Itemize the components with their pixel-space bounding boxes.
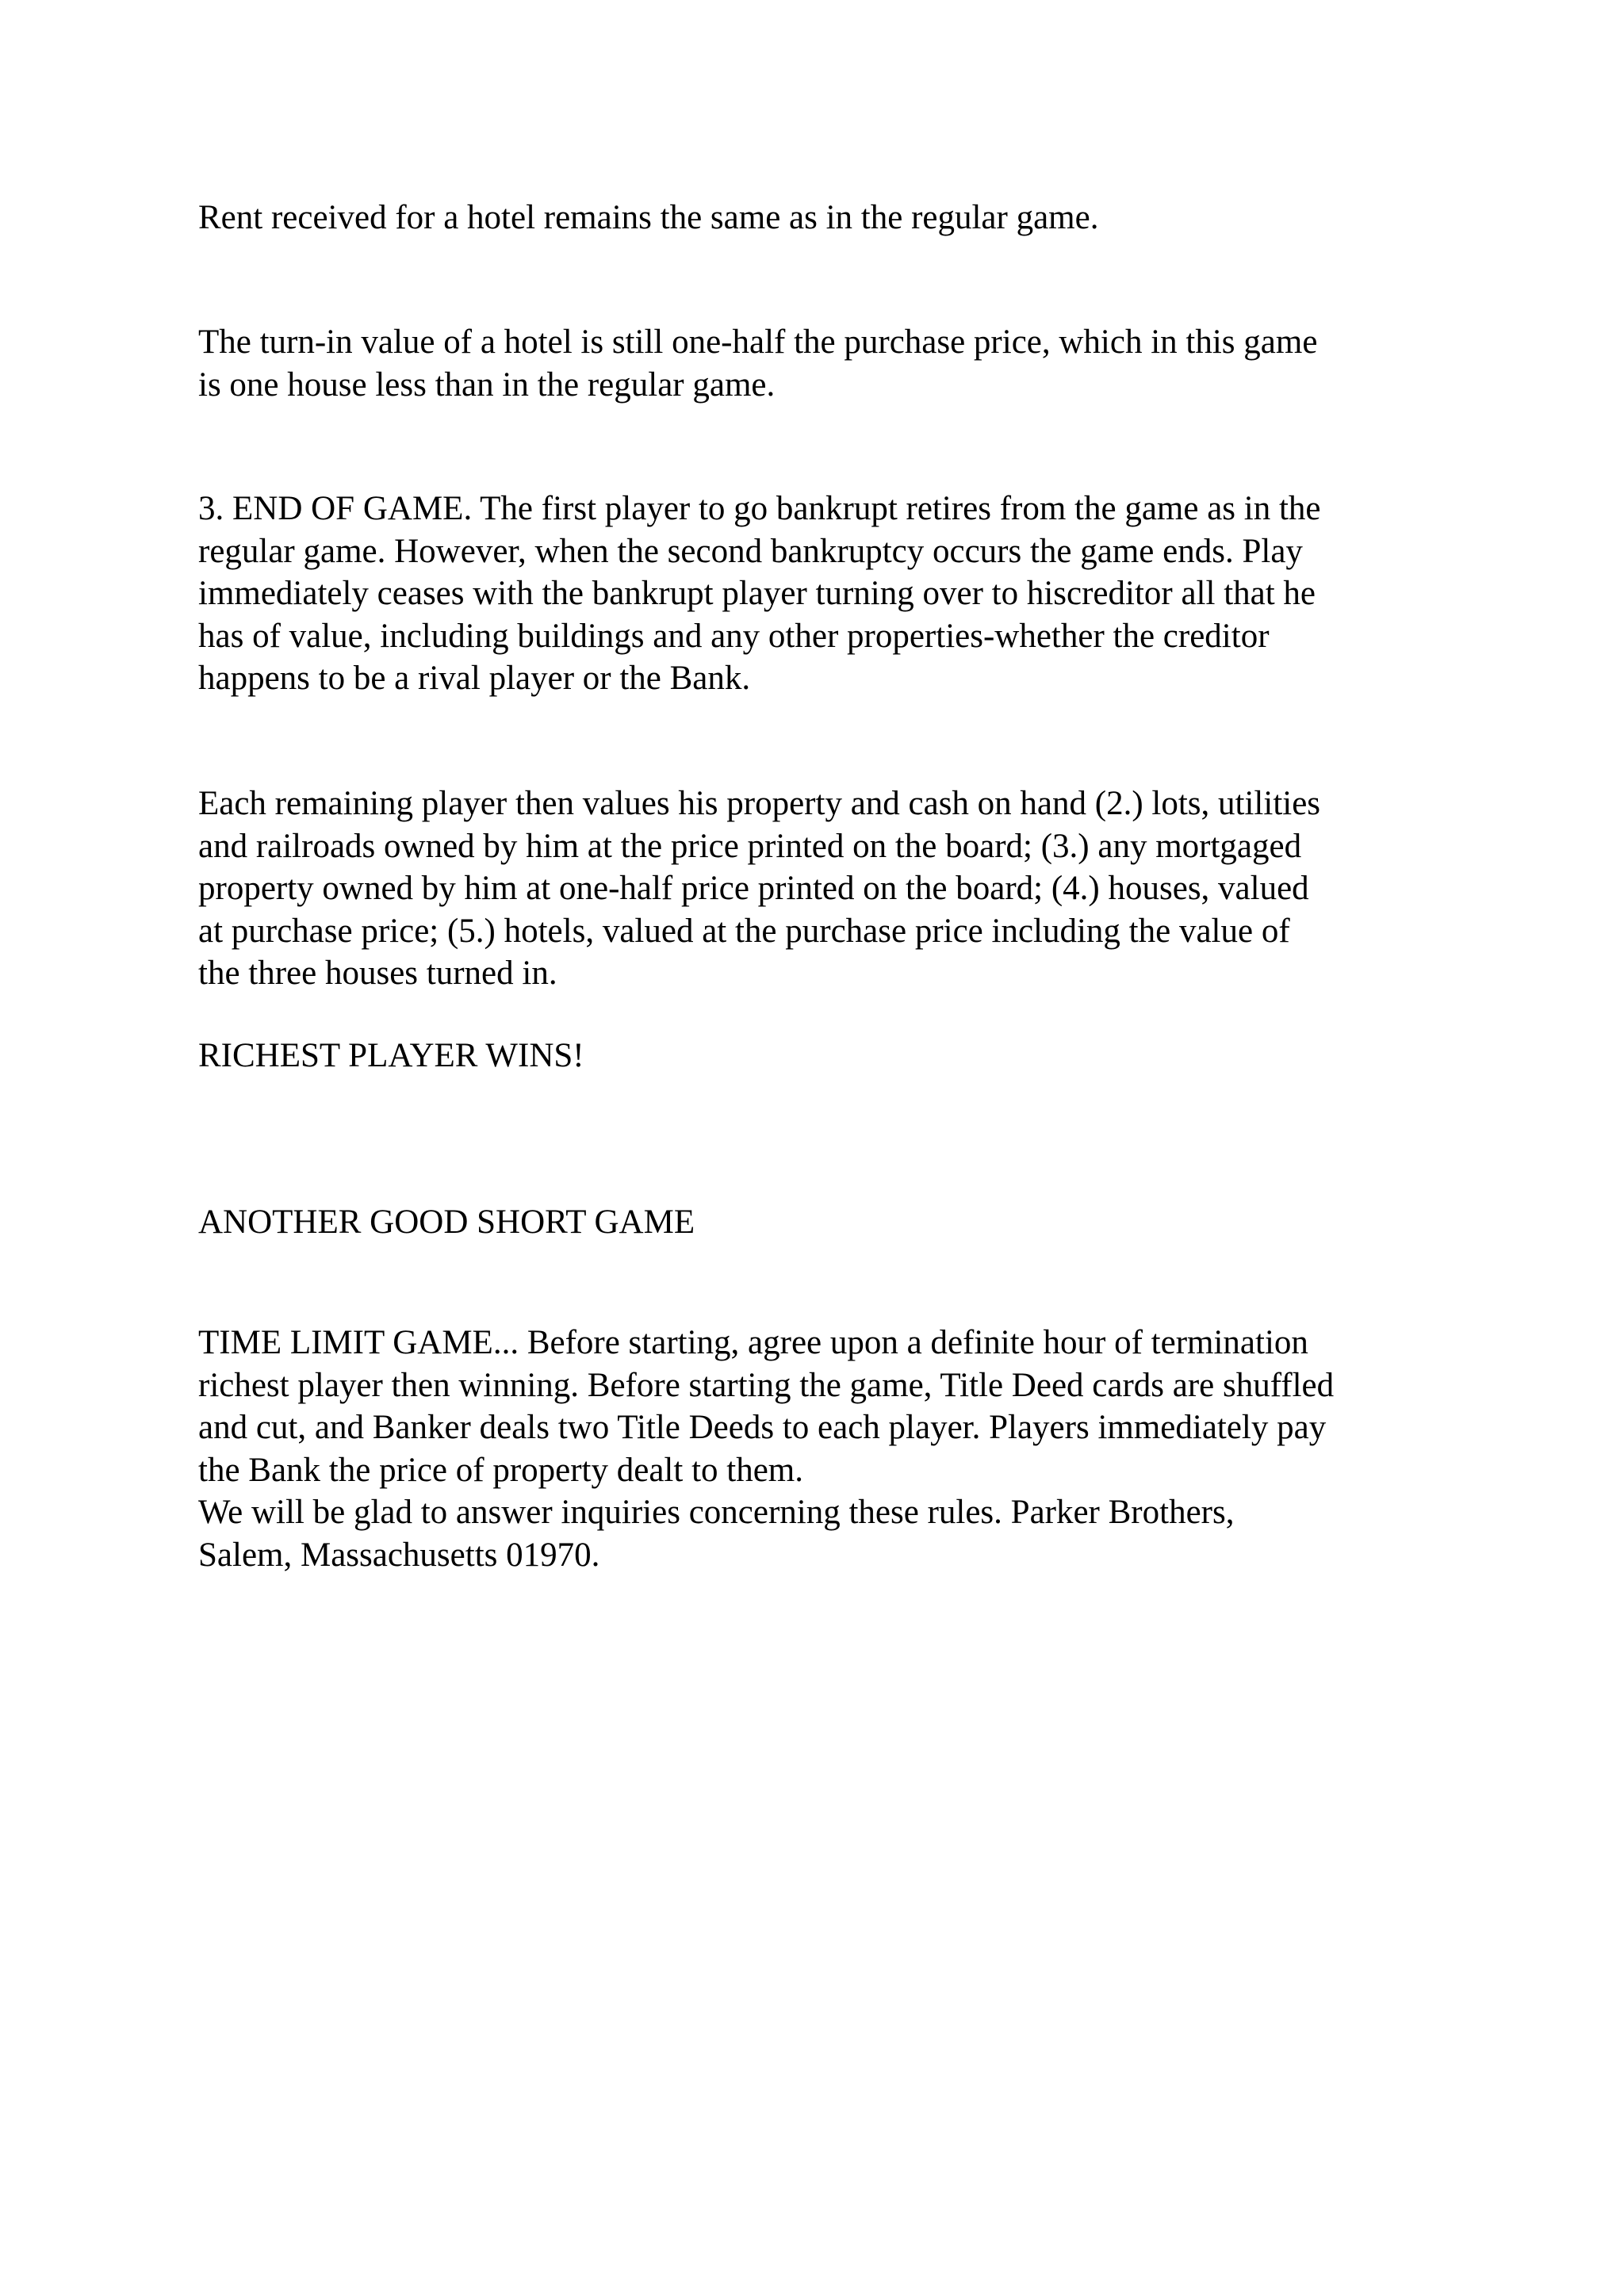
paragraph-hotel-turn-in-value: The turn-in value of a hotel is still one-half the purchase price, which in this game is one house less than in the regular game. <box>198 323 1318 404</box>
paragraph-time-limit-game: TIME LIMIT GAME... Before starting, agree upon a definite hour of termination richest player then winning. Before starting the game, Title Deed cards are shuffled and cut, and Banker deals two Title Deeds to each player. Players immediately pay the Bank the price of property dealt to them. We will be glad to answer inquiries concerning these rules. Parker Brothers, Salem, Massachusetts 01970. <box>198 1324 1335 1574</box>
paragraph-richest-player-wins: RICHEST PLAYER WINS! <box>198 1037 584 1074</box>
paragraph-player-valuation: Each remaining player then values his property and cash on hand (2.) lots, utilities and railroads owned by him at the price printed on the board; (3.) any mortgaged property owned by him at one-half price printed on the board; (4.) houses, valued at purchase price; (5.) hotels, valued at the purchase price including the value of the three houses turned in. <box>198 785 1321 992</box>
paragraph-end-of-game: 3. END OF GAME. The first player to go bankrupt retires from the game as in the regular game. However, when the second bankruptcy occurs the game ends. Play immediately ceases with the bankrupt player turning over to hiscreditor all that he has of value, including buildings and any other properties-whether the creditor happens to be a rival player or the Bank. <box>198 490 1321 697</box>
paragraph-hotel-rent: Rent received for a hotel remains the same as in the regular game. <box>198 199 1099 236</box>
heading-another-short-game: ANOTHER GOOD SHORT GAME <box>198 1203 695 1241</box>
